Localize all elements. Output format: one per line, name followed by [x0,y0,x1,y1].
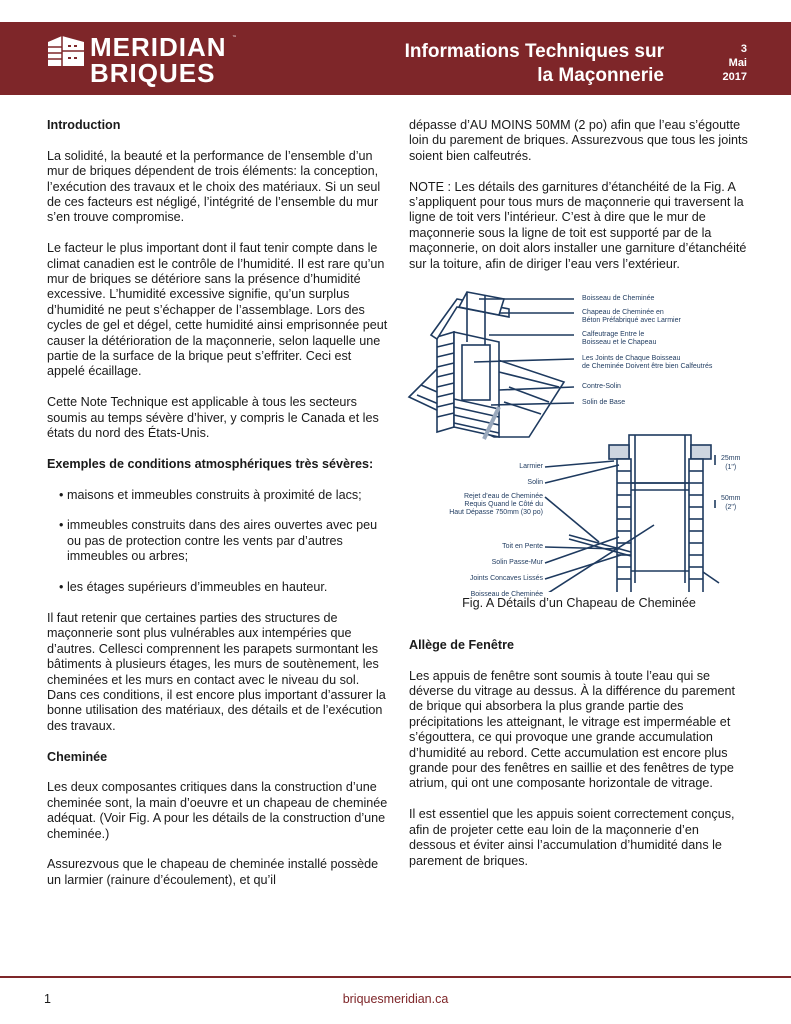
label-joints-2: de Cheminée Doivent être bien Calfeutrés [582,363,713,371]
label-chapeau-2: Béton Préfabriqué avec Larmier [582,317,681,325]
brand-name-line1: MERIDIAN [90,32,227,62]
list-item: • immeubles construits dans des aires ouvertes avec peu ou pas de protection contre les vents par d’autres immeubles ou arbres; [59,518,392,564]
label-solin-passe-mur: Solin Passe-Mur [491,559,543,567]
footer-divider [0,976,791,978]
page-number: 1 [44,992,51,1006]
right-column [409,118,749,884]
examples-list [59,488,392,596]
label-boisseau-top: Boisseau de Cheminée [582,295,655,303]
dimension-50mm-value: 50mm [721,495,741,503]
label-solin-base: Solin de Base [582,399,626,407]
chimney-cap-figure [399,287,784,599]
label-toit-pente: Toit en Pente [502,543,543,551]
date-year: 2017 [722,71,747,83]
introduction-heading: Introduction [47,118,121,132]
dimension-25mm [721,455,740,472]
dimension-2in-value: (2") [725,503,737,511]
trademark-mark: ™ [232,35,237,41]
chimney-heading: Cheminée [47,749,108,764]
examples-heading: Exemples de conditions atmosphériques très sévères: [47,456,374,471]
list-item: • les étages supérieurs d’immeubles en hauteur. [59,580,392,595]
label-chapeau-1: Chapeau de Cheminée en [582,309,664,317]
dimension-50mm [721,495,740,512]
dimension-1in-value: (1") [725,463,737,471]
intro-paragraph-3: Cette Note Technique est applicable à tous les secteurs soumis au temps sévère d’hiver, y compris le Canada et les états du nord des États-Unis. [47,395,379,441]
brand-logo [46,32,246,87]
window-paragraph-2: Il est essentiel que les appuis soient correctement conçus, afin de projeter cette eau loin de la maçonnerie d’en dessous et éviter ainsi l’accumulation d’humidité dans le parement de briques. [409,807,735,868]
note-paragraph: NOTE : Les détails des garnitures d’étanchéité de la Fig. A s’appliquent pour tous murs de maçonnerie qui traversent la ligne de toit vers l’intérieur. C’est à dire que le mur de maçonnerie sous la ligne de toit est supporté par de la maçonnerie, on doit alors installer une garniture d’étanchéité sur la toiture, afin de diriger l’eau vers l’extérieur. [409,179,747,271]
page-header [0,22,791,95]
chimney-paragraph-1: Les deux composantes critiques dans la construction d’une cheminée sont, la main d’oeuvre et un chapeau de cheminée adéquat. (Voir Fig. A pour les détails de la construction d’une cheminée.) [47,780,388,841]
figure-caption: Fig. A Détails d’un Chapeau de Cheminée [462,596,696,611]
label-solin: Solin [527,479,543,487]
dimension-25mm-value: 25mm [721,455,741,463]
date-month: Mai [728,57,747,69]
brand-name-line2: BRIQUES [90,58,216,88]
date-day: 3 [740,43,747,55]
website-link[interactable]: briquesmeridian.ca [342,992,449,1006]
document-title [405,40,664,88]
brick-building-icon [46,34,86,68]
window-sill-heading: Allège de Fenêtre [409,637,514,652]
label-rejet-1: Rejet d’eau de Cheminée [464,493,543,501]
label-boisseau-bottom: Boisseau de Cheminée [470,591,543,599]
label-contre-solin: Contre-Solin [582,383,621,391]
title-line2: la Maçonnerie [537,65,664,86]
label-joints-concaves: Joints Concaves Lissés [469,575,543,583]
label-calfeutrage-2: Boisseau et le Chapeau [582,339,657,347]
structures-paragraph: Il faut retenir que certaines parties des structures de maçonnerie sont plus vulnérables aux intempéries que d’autres. Cellesci comprennent les parapets surmontant les bâtiments à plusieurs étages, les murs de soutènement, les cheminées et les murs en contact avec le niveau du sol. Dans ces conditions, il est encore plus important d’assurer la bonne utilisation des matériaux, des détails et de l’exécution des travaux. [47,610,386,733]
chimney-paragraph-2-continued: dépasse d’AU MOINS 50MM (2 po) afin que l’eau s’égoutte loin du parement de briques. Assurezvous que tous les joints soient bien calfeutrés. [409,118,748,163]
label-larmier: Larmier [519,463,543,471]
label-joints-1: Les Joints de Chaque Boisseau [582,355,681,363]
left-column [47,118,392,904]
label-calfeutrage-1: Calfeutrage Entre le [582,331,645,339]
window-paragraph-1: Les appuis de fenêtre sont soumis à toute l’eau qui se déverse du vitrage au dessus. À la différence du parement de brique qui absorbera la plus grande partie des précipitations les atteignant, le vitrage est imperméable et s’égouttera, ce qui provoque une grande accumulation d’humidité au rebord. Cette accumulation est encore plus grande pour des fenêtres en saillie et des fenêtres de type atrium, qui ont une composante horizontale de vitrage. [409,668,736,791]
chimney-paragraph-2: Assurezvous que le chapeau de cheminée installé possède un larmier (rainure d’écoulement), et qu’il [47,857,379,887]
list-item: • maisons et immeubles construits à proximité de lacs; [59,488,392,503]
intro-paragraph-1: La solidité, la beauté et la performance de l’ensemble d’un mur de briques dépendent de trois éléments: la conception, l’exécution des travaux et le choix des matériaux. Si un seul de ces facteurs est négligé, l’intégrité de l’ensemble du mur s’en trouve compromise. [47,148,381,225]
document-date [723,42,747,84]
title-line1: Informations Techniques sur [404,41,664,62]
label-rejet-3: Haut Dépasse 750mm (30 po) [449,509,543,517]
label-rejet-2: Requis Quand le Côté du [464,501,543,509]
intro-paragraph-2: Le facteur le plus important dont il faut tenir compte dans le climat canadien est le contrôle de l’humidité. Il est rare qu’un mur de briques se détériore sans la présence d’humidité excessive. L’humidité excessive signifie, qu’un surplus d’humidité ne peut s’échapper de l’assemblage. Lors des cycles de gel et dégel, cette humidité ainsi emprisonnée peut causer la détérioration de la maçonnerie, selon laquelle une partie de la surface de la brique peut s’effriter. Ceci est appelé écaillage. [47,241,388,379]
